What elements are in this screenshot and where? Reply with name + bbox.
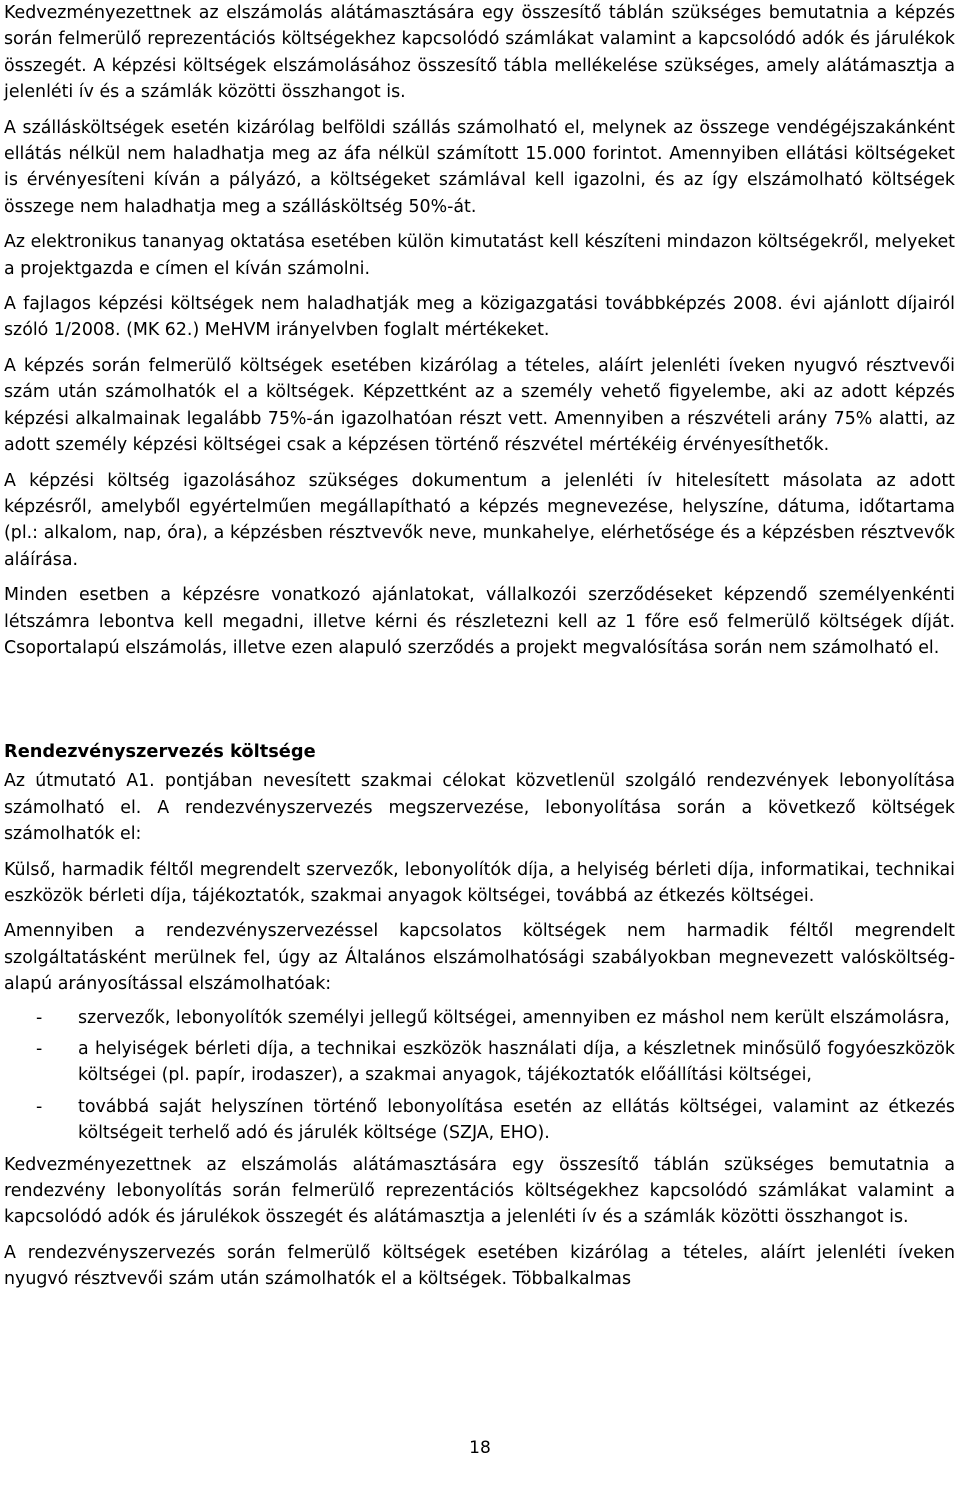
paragraph: Minden esetben a képzésre vonatkozó ajánlatokat, vállalkozói szerződéseket képzendő személyenkénti létszámra lebontva kell megadni, illetve kérni és részletezni kell az 1 főre eső felmerülő költségek díját. Csoportalapú elszámolás, illetve ezen alapuló szerződés a projekt megvalósítása során nem számolható el.	[4, 585, 955, 658]
paragraph: A képzési költség igazolásához szükséges dokumentum a jelenléti ív hitelesített másolata az adott képzésről, amelyből egyértelműen megállapítható a képzés megnevezése, helyszíne, dátuma, időtartama (pl.: alkalom, nap, óra), a képzésben résztvevők neve, munkahelye, elérhetősége és a képzésben résztvevők aláírása.	[4, 470, 955, 570]
list-item-text: továbbá saját helyszínen történő lebonyolítása esetén az ellátás költségei, valamint az étkezés költségeit terhelő adó és járulék költsége (SZJA, EHO).	[78, 1096, 955, 1144]
list-item	[4, 1005, 955, 1031]
page-number: 18	[469, 1438, 491, 1458]
dash-bullet: -	[36, 1007, 43, 1028]
list-item	[4, 1094, 955, 1147]
paragraph: A rendezvényszervezés során felmerülő költségek esetében kizárólag a tételes, aláírt jelenléti íveken nyugvó résztvevői szám után számolhatók el a költségek. Többalkalmas	[4, 1242, 955, 1290]
dash-bullet: -	[36, 1096, 43, 1117]
paragraph: Kedvezményezettnek az elszámolás alátámasztására egy összesítő táblán szükséges bemutatnia a rendezvény lebonyolítás során felmerülő reprezentációs költségekhez kapcsolódó számlákat valamint a kapcsolódó adók és járulékok összegét és alátámasztja a jelenléti ív és a számlák közötti összhangot is.	[4, 1154, 955, 1228]
paragraph: Kedvezményezettnek az elszámolás alátámasztására egy összesítő táblán szükséges bemutatnia a képzés során felmerülő reprezentációs költségekhez kapcsolódó számlákat valamint a kapcsolódó adók és járulékok összegét. A képzési költségek elszámolásához összesítő tábla mellékelése szükséges, amely alátámasztja a jelenléti ív és a számlák közötti összhangot is.	[4, 3, 955, 103]
section-heading: Rendezvényszervezés költsége	[4, 741, 316, 763]
document-page	[4, 0, 955, 1302]
paragraph: Az elektronikus tananyag oktatása esetében külön kimutatást kell készíteni mindazon költségekről, melyeket a projektgazda e címen el kíván számolni.	[4, 232, 955, 279]
paragraph: A szállásköltségek esetén kizárólag belföldi szállás számolható el, melynek az összege vendégéjszakánként ellátás nélkül nem haladhatja meg az áfa nélkül számított 15.000 forintot. Amennyiben ellátási költségeket is érvényesíteni kíván a pályázó, a költségeket számlával kell igazolni, és az így elszámolható költségek összege nem haladhatja meg a szállásköltség 50%-át.	[4, 117, 955, 217]
paragraph: A képzés során felmerülő költségek esetében kizárólag a tételes, aláírt jelenléti íveken nyugvó résztvevői szám után számolhatók el a költségek. Képzettként az a személy vehető figyelembe, aki az adott képzés képzési alkalmainak legalább 75%-án igazolhatóan részt vett. Amennyiben a részvételi arány 75% alatti, az adott személy képzési költségei csak a képzésen történő részvétel mértékéig érvényesíthetők.	[4, 355, 955, 456]
paragraph: Külső, harmadik féltől megrendelt szervezők, lebonyolítók díja, a helyiség bérleti díja, informatikai, technikai eszközök bérleti díja, tájékoztatók, szakmai anyagok költségei, továbbá az étkezés költségei.	[4, 859, 955, 906]
list-item-text: a helyiségek bérleti díja, a technikai eszközök használati díja, a készletnek minősülő fogyóeszközök költségei (pl. papír, irodaszer), a szakmai anyagok, tájékoztatók előállítási költségei,	[78, 1039, 955, 1086]
paragraph: Amennyiben a rendezvényszervezéssel kapcsolatos költségek nem harmadik féltől megrendelt szolgáltatásként merülnek fel, úgy az Általános elszámolhatósági szabályokban megnevezett valósköltség-alapú arányosítással elszámolhatóak:	[4, 921, 955, 995]
list-item	[4, 1036, 955, 1089]
dash-list	[4, 1005, 955, 1147]
list-item-text: szervezők, lebonyolítók személyi jellegű költségei, amennyiben ez máshol nem került elszámolásra,	[78, 1007, 950, 1028]
paragraph: A fajlagos képzési költségek nem haladhatják meg a közigazgatási továbbképzés 2008. évi ajánlott díjairól szóló 1/2008. (MK 62.) MeHVM irányelvben foglalt mértékeket.	[4, 294, 955, 341]
dash-bullet: -	[36, 1039, 43, 1059]
paragraph: Az útmutató A1. pontjában nevesített szakmai célokat közvetlenül szolgáló rendezvények lebonyolítása számolható el. A rendezvényszervezés megszervezése, lebonyolítása során a következő költségek számolhatók el:	[4, 771, 955, 845]
